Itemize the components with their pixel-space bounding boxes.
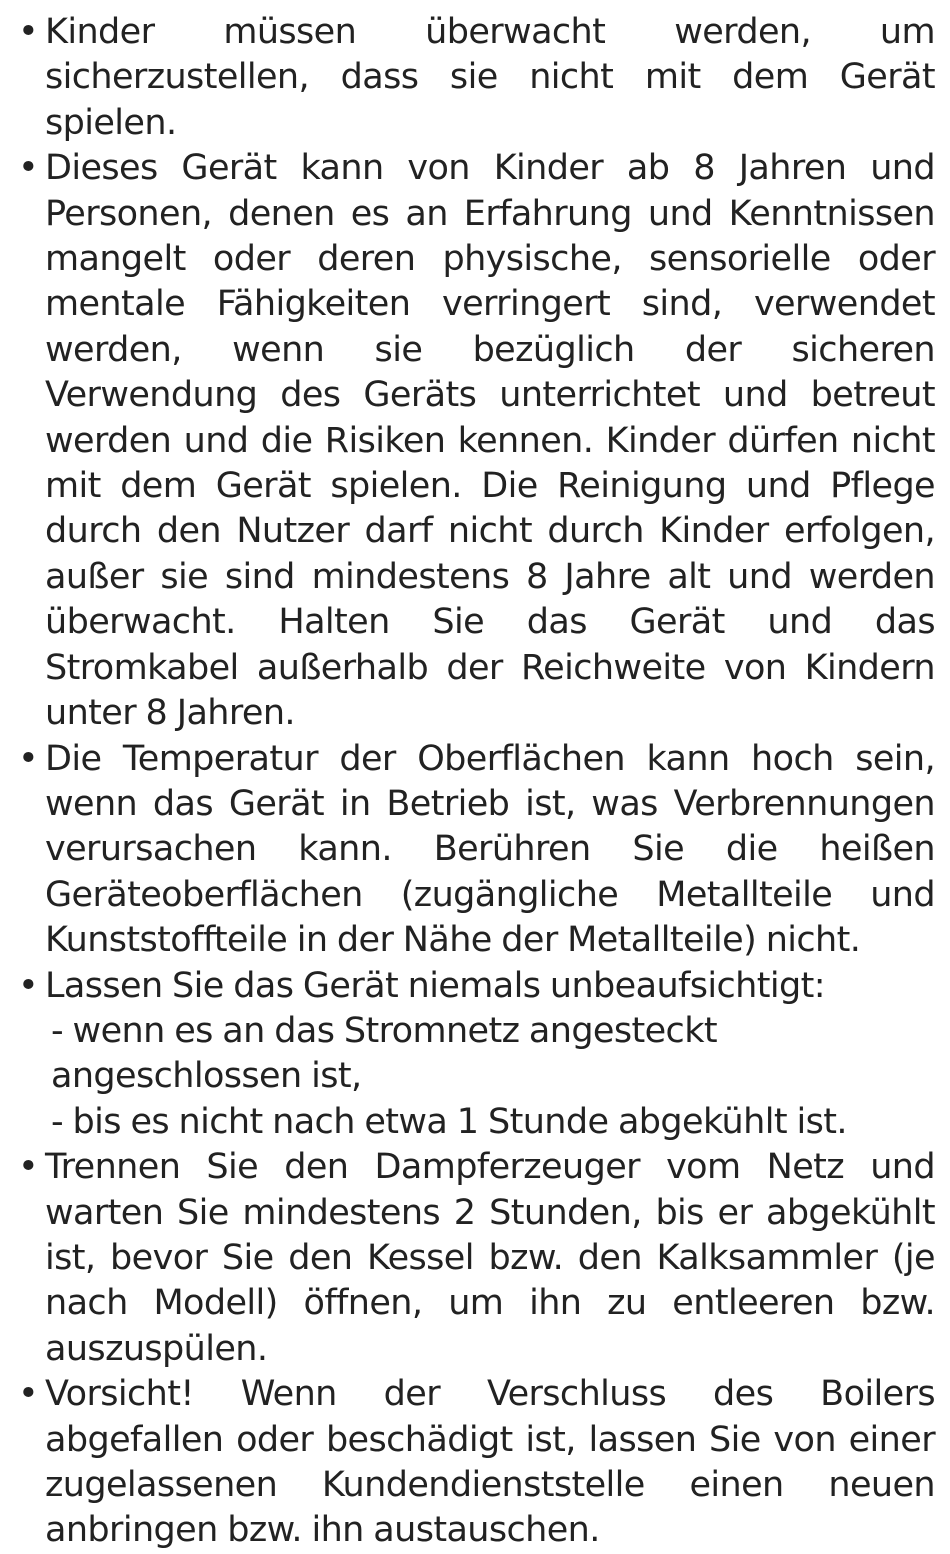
- bullet-icon: •: [18, 1374, 39, 1415]
- bullet-icon: •: [18, 1147, 39, 1188]
- bullet-icon: •: [18, 12, 39, 52]
- safety-instructions-list: [14, 10, 935, 1554]
- list-item-text: Die Temperatur der Oberflächen kann hoch sein, wenn das Gerät in Betrieb ist, was Verbrennungen verursachen kann. Berühren Sie die heißen Geräteoberflächen (zugängliche Metallteile und Kunststoffteile in der Nähe der Metallteile) nicht.: [45, 738, 935, 961]
- list-item-text: Trennen Sie den Dampferzeuger vom Netz und warten Sie mindestens 2 Stunden, bis er abgekühlt ist, bevor Sie den Kessel bzw. den Kalksammler (je nach Modell) öffnen, um ihn zu entleeren bzw. auszuspülen.: [45, 1147, 935, 1369]
- list-item-supervision: [14, 10, 935, 146]
- list-item-text: Kinder müssen überwacht werden, um sicherzustellen, dass sie nicht mit dem Gerät spielen.: [45, 12, 935, 143]
- list-item-hot-surfaces: [14, 737, 935, 964]
- list-item-text: Vorsicht! Wenn der Verschluss des Boilers abgefallen oder beschädigt ist, lassen Sie von einer zugelassenen Kundendienststelle einen neuen anbringen bzw. ihn austauschen.: [45, 1374, 935, 1551]
- list-item-text: Dieses Gerät kann von Kinder ab 8 Jahren und Personen, denen es an Erfahrung und Kenntnissen mangelt oder deren physische, sensorielle oder mentale Fähigkeiten verringert sind, verwendet werden, wenn sie bezüglich der sicheren Verwendung des Geräts unterrichtet und betreut werden und die Risiken kennen. Kinder dürfen nicht mit dem Gerät spielen. Die Reinigung und Pflege durch den Nutzer darf nicht durch Kinder erfolgen, außer sie sind mindestens 8 Jahre alt und werden überwacht. Halten Sie das Gerät und das Stromkabel außerhalb der Reichweite von Kindern unter 8 Jahren.: [45, 148, 935, 734]
- bullet-icon: •: [18, 738, 39, 779]
- list-item-text: Lassen Sie das Gerät niemals unbeaufsichtigt:: [45, 965, 825, 1006]
- list-item-disconnect-before-opening: [14, 1145, 935, 1372]
- sub-item-plugged-in: - wenn es an das Stromnetz angesteckt angeschlossen ist,: [51, 1010, 717, 1097]
- bullet-icon: •: [18, 148, 39, 189]
- list-item-boiler-cap-warning: [14, 1372, 935, 1554]
- list-item-never-unattended: [14, 964, 935, 1146]
- sub-item-cooled-down: - bis es nicht nach etwa 1 Stunde abgekühlt ist.: [51, 1101, 847, 1142]
- bullet-icon: •: [18, 965, 39, 1006]
- list-item-children-usage: [14, 146, 935, 736]
